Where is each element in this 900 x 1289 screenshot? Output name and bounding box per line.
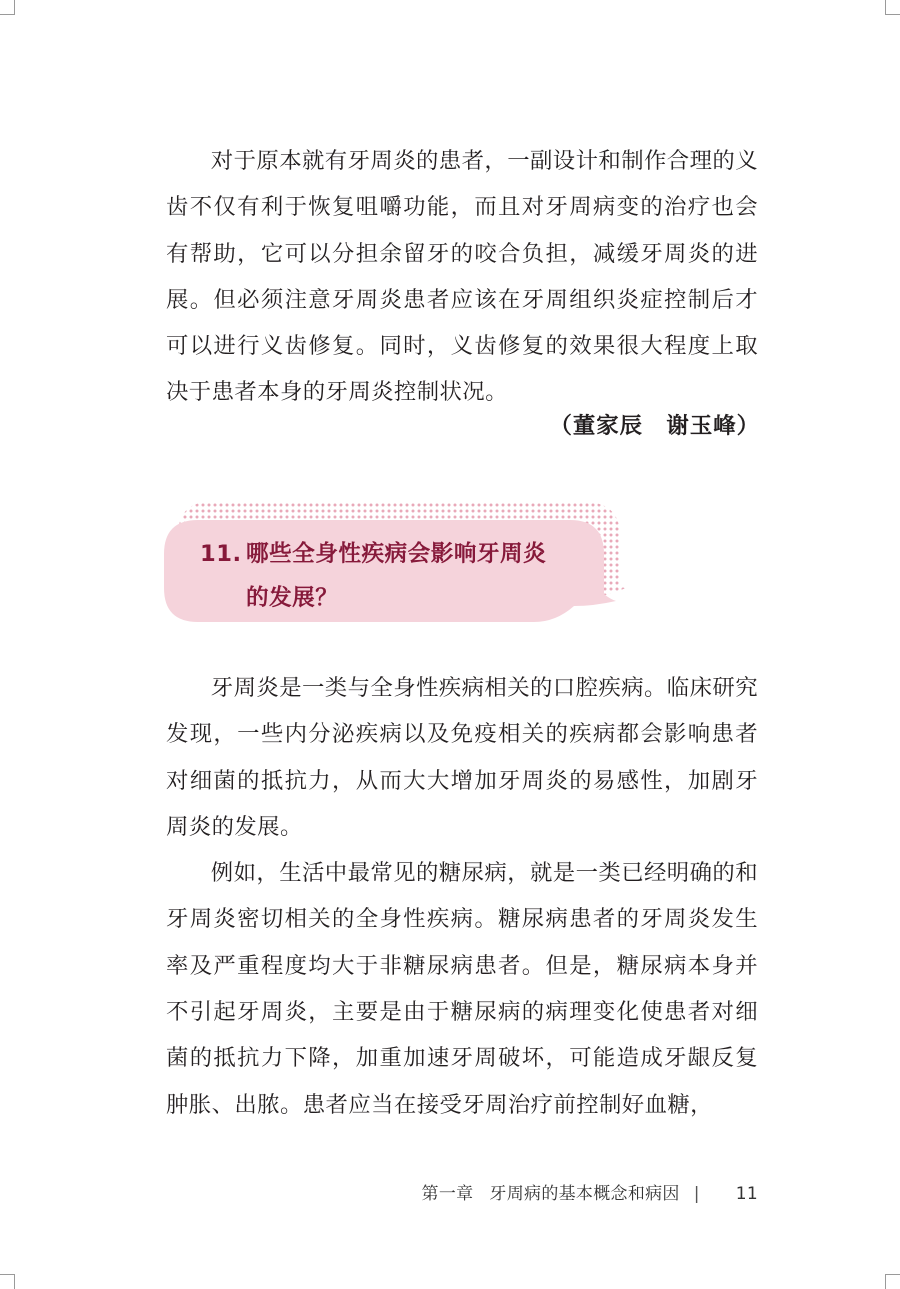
crop-mark-top-right — [885, 0, 900, 15]
section-1-body — [166, 138, 758, 416]
footer-chapter: 第一章 — [421, 1184, 474, 1204]
heading-line-1 — [200, 532, 546, 576]
page-number: 11 — [735, 1184, 758, 1204]
footer-chapter-title: 牙周病的基本概念和病因 — [489, 1184, 680, 1204]
heading-title-line2: 的发展？ — [246, 585, 339, 611]
heading-title-line1: 哪些全身性疾病会影响牙周炎 — [246, 541, 547, 567]
question-number: 11. — [200, 541, 242, 567]
crop-mark-bottom-right — [885, 1274, 900, 1289]
question-heading — [164, 502, 634, 632]
crop-mark-bottom-left — [0, 1274, 15, 1289]
paragraph: 牙周炎是一类与全身性疾病相关的口腔疾病。临床研究发现，一些内分泌疾病以及免疫相关的疾病都会影响患者对细菌的抵抗力，从而大大增加牙周炎的易感性，加剧牙周炎的发展。 — [166, 675, 758, 840]
author-signature: （董家辰 谢玉峰） — [549, 413, 760, 439]
section-2-body — [166, 665, 758, 1128]
paragraph: 例如，生活中最常见的糖尿病，就是一类已经明确的和牙周炎密切相关的全身性疾病。糖尿病患者的牙周炎发生率及严重程度均大于非糖尿病患者。但是，糖尿病本身并不引起牙周炎，主要是由于糖尿病的病理变化使患者对细菌的抵抗力下降，加重加速牙周破坏，可能造成牙龈反复肿胀、出脓。患者应当在接受牙周治疗前控制好血糖， — [166, 860, 758, 1118]
paragraph: 对于原本就有牙周炎的患者，一副设计和制作合理的义齿不仅有利于恢复咀嚼功能，而且对牙周病变的治疗也会有帮助，它可以分担余留牙的咬合负担，减缓牙周炎的进展。但必须注意牙周炎患者应该在牙周组织炎症控制后才可以进行义齿修复。同时，义齿修复的效果很大程度上取决于患者本身的牙周炎控制状况。 — [166, 148, 758, 406]
heading-text — [200, 532, 546, 620]
crop-mark-top-left — [0, 0, 15, 15]
page-footer — [422, 1180, 758, 1208]
footer-separator: | — [693, 1184, 700, 1204]
